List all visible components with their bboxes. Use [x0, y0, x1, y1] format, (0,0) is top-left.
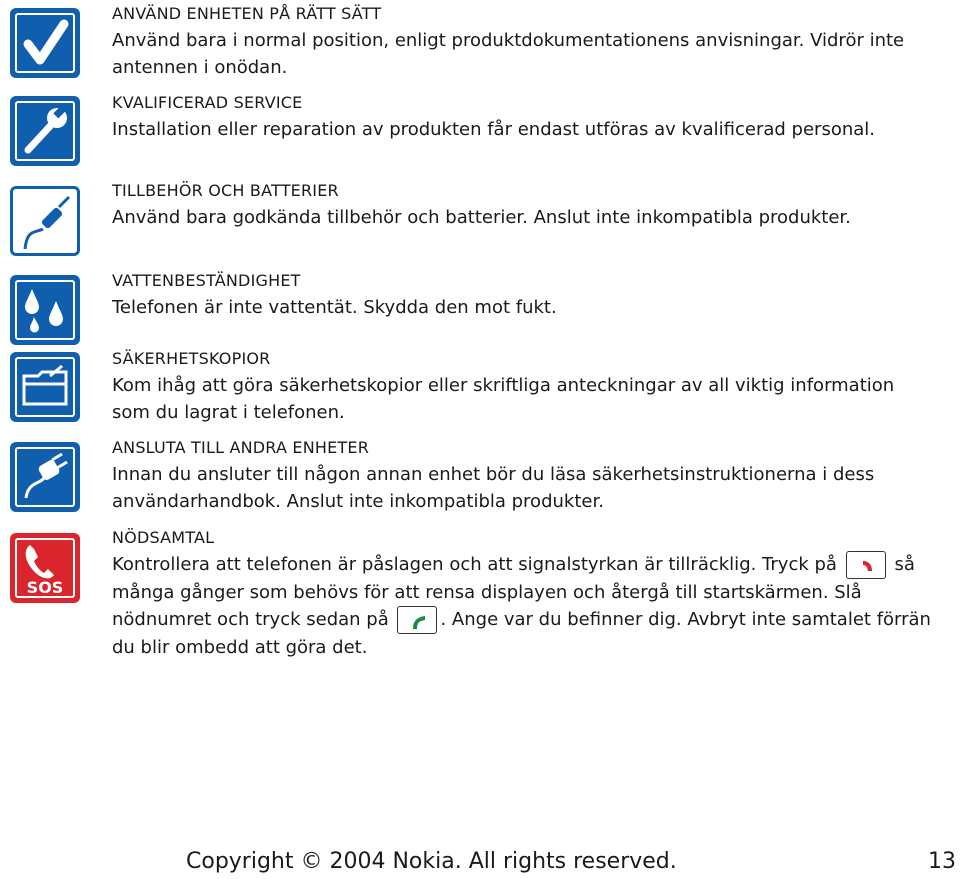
plug-icon [10, 442, 80, 512]
page-number: 13 [928, 849, 956, 874]
section-heading: SÄKERHETSKOPIOR [112, 349, 271, 368]
emergency-text-part2: så många gånger som behövs för att rensa displayen och återgå till startskärmen. Slå nödnumret och tryck sedan på [112, 554, 915, 630]
section-connecting-devices [112, 439, 932, 515]
section-accessories [112, 182, 932, 231]
section-body [112, 551, 932, 661]
wrench-icon [10, 96, 80, 166]
section-heading: VATTENBESTÄNDIGHET [112, 271, 301, 290]
end-key-icon [863, 561, 872, 571]
section-heading: ANVÄND ENHETEN PÅ RÄTT SÄTT [112, 4, 382, 23]
section-qualified-service [112, 94, 932, 143]
section-body: Använd bara i normal position, enligt produktdokumentationens anvisningar. Vidrör inte antennen i onödan. [112, 30, 905, 78]
emergency-text-part3: . Ange var du befinner dig. Avbryt inte samtalet förrän du blir ombedd att göra det. [112, 609, 931, 658]
sos-phone-icon [10, 533, 80, 603]
sos-label: SOS [26, 578, 64, 597]
copyright-text: Copyright © 2004 Nokia. All rights reserved. [186, 849, 677, 874]
end-key [846, 551, 886, 579]
charger-cable-icon [10, 186, 80, 256]
call-key-icon [413, 616, 425, 629]
section-emergency-calls [112, 529, 932, 661]
call-key [397, 606, 437, 634]
emergency-text-part1: Kontrollera att telefonen är påslagen och att signalstyrkan är tillräcklig. Tryck på [112, 554, 837, 575]
section-proper-use [112, 5, 932, 81]
section-body: Innan du ansluter till någon annan enhet bör du läsa säkerhetsinstruktionerna i dess användarhandbok. Anslut inte inkompatibla produkter. [112, 464, 875, 512]
section-heading: NÖDSAMTAL [112, 528, 215, 547]
folder-icon [10, 352, 80, 422]
section-backups [112, 350, 932, 426]
section-heading: ANSLUTA TILL ANDRA ENHETER [112, 438, 370, 457]
checkmark-icon [10, 8, 80, 78]
section-body: Kom ihåg att göra säkerhetskopior eller skriftliga anteckningar av all viktig information som du lagrat i telefonen. [112, 375, 895, 423]
section-water-resistance [112, 272, 932, 321]
section-body: Installation eller reparation av produkten får endast utföras av kvalificerad personal. [112, 119, 876, 140]
section-body: Använd bara godkända tillbehör och batterier. Anslut inte inkompatibla produkter. [112, 207, 851, 228]
section-heading: TILLBEHÖR OCH BATTERIER [112, 181, 339, 200]
section-body: Telefonen är inte vattentät. Skydda den mot fukt. [112, 297, 557, 318]
water-drops-icon [10, 275, 80, 345]
section-heading: KVALIFICERAD SERVICE [112, 93, 303, 112]
